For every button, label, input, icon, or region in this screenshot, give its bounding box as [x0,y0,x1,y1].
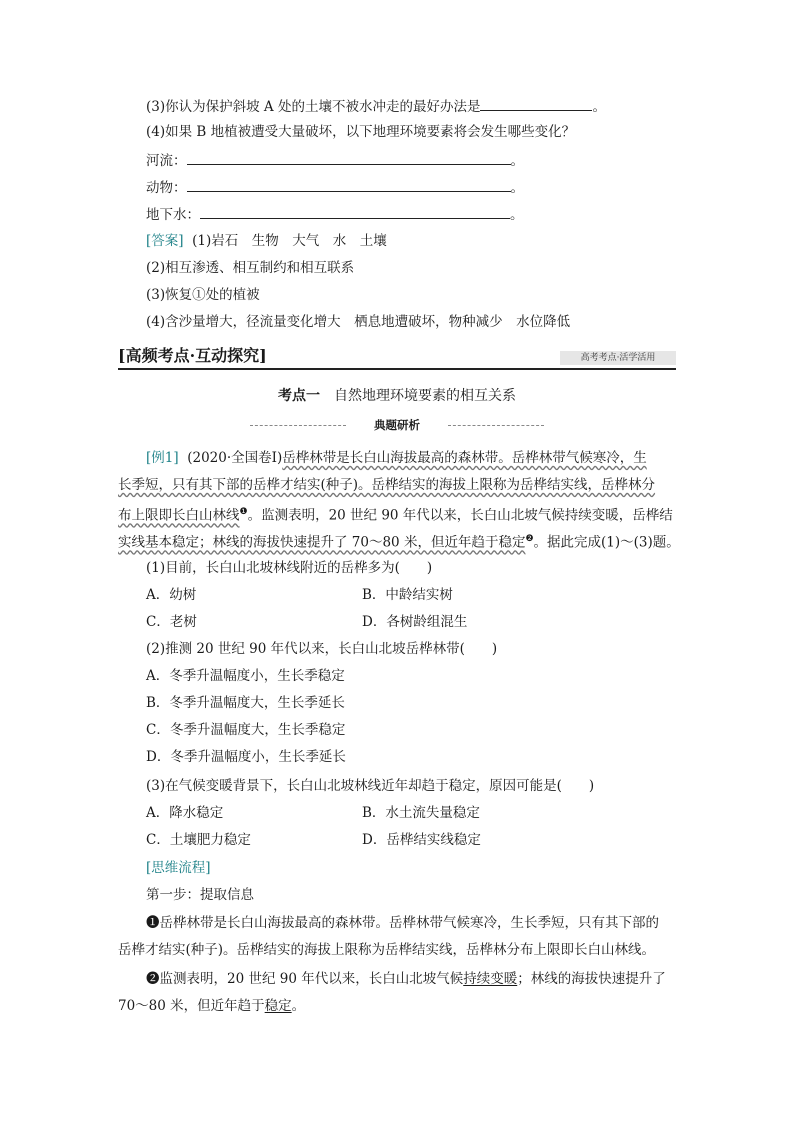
sub1-stem: (1)目前，长白山北坡林线附近的岳桦多为( ) [146,560,433,576]
animal-blank[interactable] [187,177,511,192]
answer-tag: [答案] [146,233,184,249]
example-line-4: 实线基本稳定；林线的海拔快速提升了 70～80 米，但近年趋于稳定$^❷$。据此完成(1)～(3)题。 [118,534,680,551]
answer-2: (2)相互渗透、相互制约和相互联系 [146,260,355,276]
answer-blank[interactable] [480,96,592,111]
marker-2: ❷ [146,971,160,987]
example-line-2: 长季短，只有其下部的岳桦才结实(种子)。岳桦结实的海拔上限称为岳桦结实线，岳桦林分 [118,477,656,493]
info-1-line-1: ❶岳桦林带是长白山海拔最高的森林带。岳桦林带气候寒冷，生长季短，只有其下部的 [146,915,659,931]
question-3-text: (3)你认为保护斜坡 A 处的土壤不被水冲走的最好办法是 [146,99,481,115]
example-line-3: 布上限即长白山林线$^❶$。监测表明，20 世纪 90 年代以来，长白山北坡气候持续变暖，岳桦结 [118,507,673,524]
groundwater-blank[interactable] [200,204,510,219]
kaodian-title: 考点一 自然地理环境要素的相互关系 [278,388,516,404]
section-subtitle-badge: 高考考点·活学活用 [560,351,676,365]
marker-1: ❶ [146,915,160,931]
option-d[interactable]: D．各树龄组混生 [362,614,468,630]
dianti-label: 典题研析 [374,418,420,432]
example-tag: [例1] [146,450,179,466]
dianti-divider [250,418,544,432]
step-1-title: 第一步：提取信息 [146,887,254,903]
info-1-line-2: 岳桦才结实(种子)。岳桦结实的海拔上限称为岳桦结实线，岳桦林分布上限即长白山林线。 [118,942,656,958]
option-b[interactable]: B．水土流失量稳定 [362,805,480,821]
option-a[interactable]: A．降水稳定 [146,805,224,821]
thinking-tag: [思维流程] [146,860,211,876]
question-4: (4)如果 B 地植被遭受大量破坏，以下地理环境要素将会发生哪些变化？ [146,124,576,140]
option-d[interactable]: D．冬季升温幅度小，生长季延长 [146,749,346,765]
marker-2: ❷ [525,534,534,544]
option-c[interactable]: C．土壤肥力稳定 [146,832,251,848]
option-c[interactable]: C．老树 [146,614,197,630]
groundwater-row: 地下水： 。 [146,204,524,225]
option-b[interactable]: B．中龄结实树 [362,587,453,603]
sub2-stem: (2)推测 20 世纪 90 年代以来，长白山北坡岳桦林带( ) [146,641,498,657]
example-line-1: [例1] (2020·全国卷Ⅰ)岳桦林带是长白山海拔最高的森林带。岳桦林带气候寒冷，生 [146,450,647,466]
animal-row: 动物： 。 [146,177,524,198]
option-d[interactable]: D．岳桦结实线稳定 [362,832,481,848]
info-2-line-2: 70～80 米，但近年趋于稳定。 [118,998,306,1014]
river-blank[interactable] [187,150,511,165]
question-3: (3)你认为保护斜坡 A 处的土壤不被水冲走的最好办法是 。 [146,96,606,117]
answer-4: (4)含沙量增大，径流量变化增大 栖息地遭破坏，物种减少 水位降低 [146,314,571,330]
option-b[interactable]: B．冬季升温幅度大，生长季延长 [146,695,345,711]
section-title: [高频考点·互动探究] [118,346,267,365]
section-header [118,346,676,370]
answer-1: [答案] (1)岩石 生物 大气 水 土壤 [146,233,387,249]
marker-1: ❶ [239,507,248,517]
info-2-line-1: ❷监测表明，20 世纪 90 年代以来，长白山北坡气候持续变暖；林线的海拔快速提升了 [146,971,666,987]
option-c[interactable]: C．冬季升温幅度大，生长季稳定 [146,722,346,738]
option-a[interactable]: A．幼树 [146,587,197,603]
river-row: 河流： 。 [146,150,524,171]
sub3-stem: (3)在气候变暖背景下，长白山北坡林线近年却趋于稳定，原因可能是( ) [146,778,595,794]
answer-3: (3)恢复①处的植被 [146,287,260,303]
option-a[interactable]: A．冬季升温幅度小，生长季稳定 [146,668,345,684]
